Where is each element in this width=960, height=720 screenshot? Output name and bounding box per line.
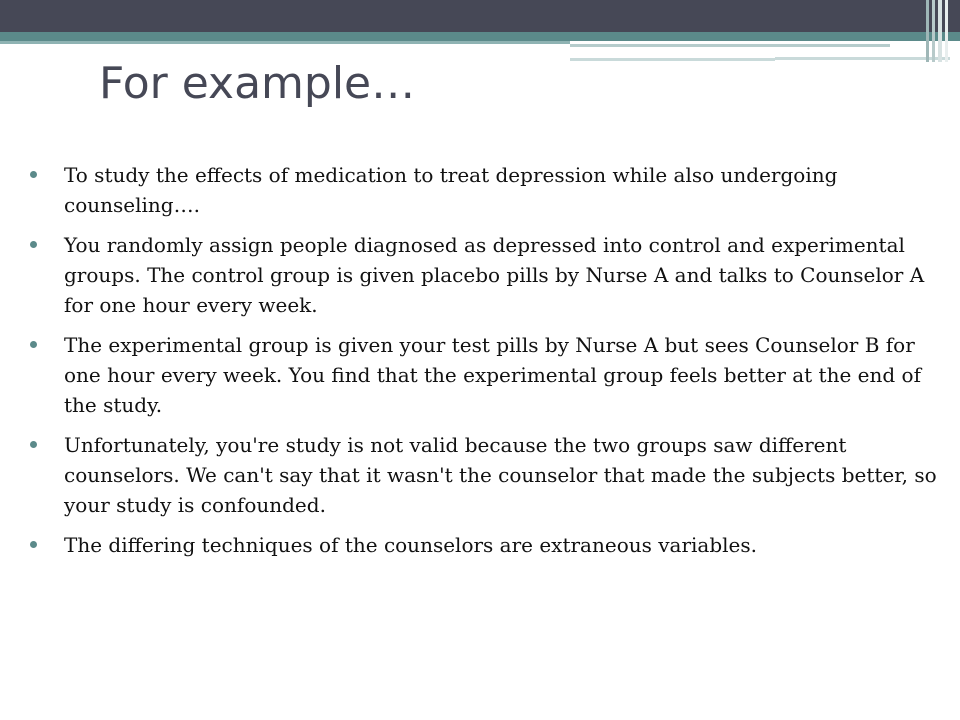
bullet-item xyxy=(30,430,940,520)
accent-line xyxy=(570,58,775,61)
bullet-text: To study the effects of medication to treat depression while also undergoing counseling…. xyxy=(64,163,838,217)
accent-line xyxy=(570,44,890,47)
edge-stripe xyxy=(945,0,948,62)
bullet-dot-icon xyxy=(30,541,37,548)
bullet-dot-icon xyxy=(30,441,37,448)
bullet-item xyxy=(30,330,940,420)
bullet-list xyxy=(30,160,940,570)
accent-line xyxy=(775,57,950,60)
bullet-dot-icon xyxy=(30,171,37,178)
slide-title: For example… xyxy=(99,58,416,109)
bullet-text: The differing techniques of the counselors are extraneous variables. xyxy=(64,533,757,557)
bullet-dot-icon xyxy=(30,241,37,248)
bullet-text: The experimental group is given your test pills by Nurse A but sees Counselor B for one hour every week. You find that the experimental group feels better at the end of the study. xyxy=(64,333,921,417)
bullet-dot-icon xyxy=(30,341,37,348)
edge-stripe xyxy=(938,0,942,62)
accent-band xyxy=(0,32,960,41)
accent-line xyxy=(0,41,570,44)
bullet-item xyxy=(30,160,940,220)
bullet-text: You randomly assign people diagnosed as depressed into control and experimental groups. The control group is given placebo pills by Nurse A and talks to Counselor A for one hour every week. xyxy=(64,233,925,317)
bullet-text: Unfortunately, you're study is not valid because the two groups saw different counselors. We can't say that it wasn't the counselor that made the subjects better, so your study is confounded. xyxy=(64,433,937,517)
bullet-item xyxy=(30,530,940,560)
edge-stripe xyxy=(932,0,935,62)
header-band xyxy=(0,0,960,32)
bullet-item xyxy=(30,230,940,320)
edge-stripe xyxy=(926,0,929,62)
